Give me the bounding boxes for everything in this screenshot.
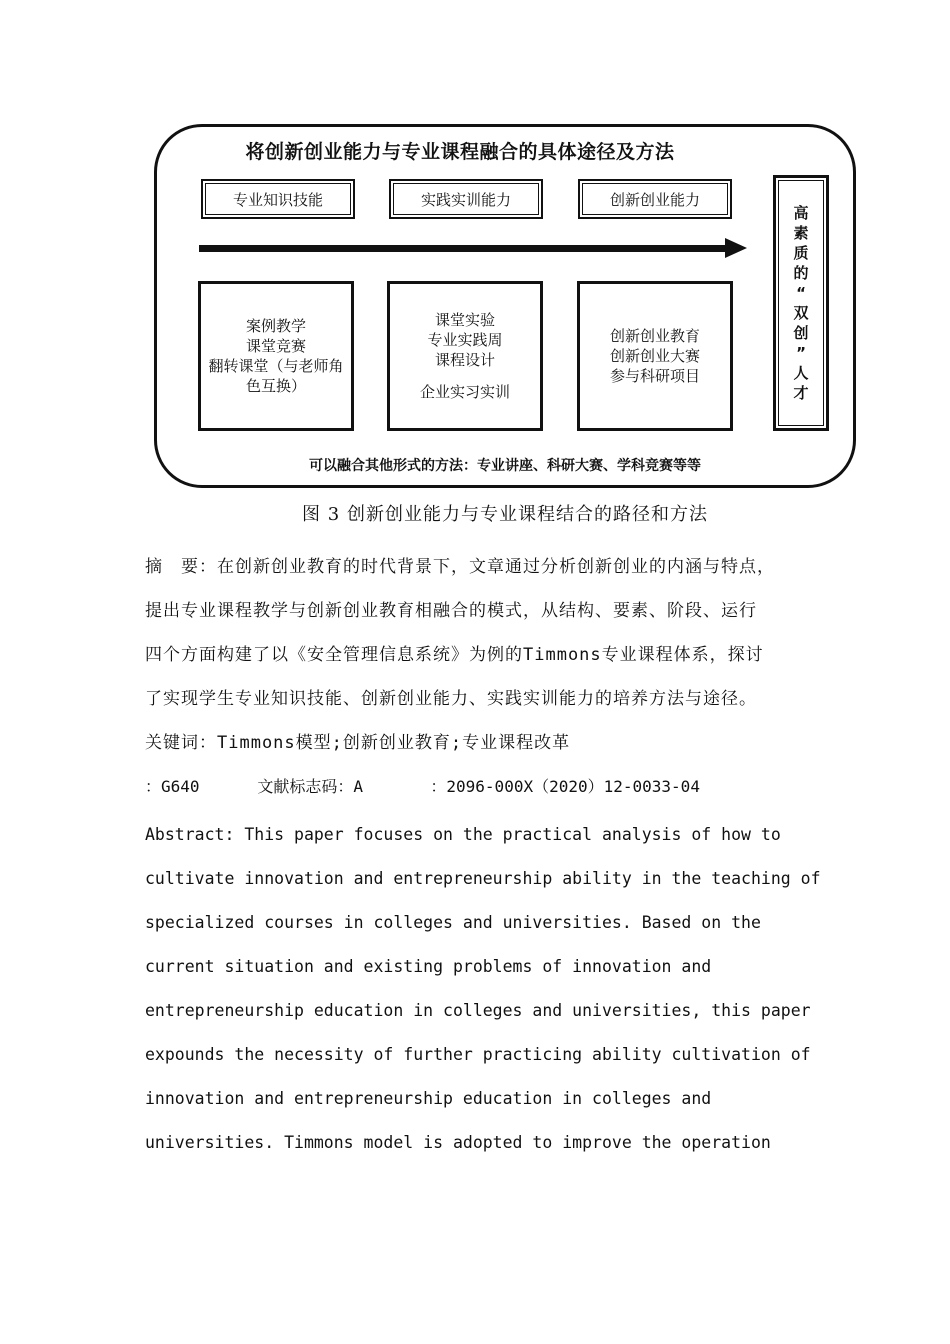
outcome-char: 人 <box>793 364 809 382</box>
method-box-innovation <box>577 281 733 431</box>
outcome-char: 的 <box>793 264 809 282</box>
outcome-char: 创 <box>793 324 809 342</box>
outcome-char: “ <box>796 284 806 302</box>
skill-box-professional: 专业知识技能 <box>201 179 355 219</box>
skill-box-practice: 实践实训能力 <box>389 179 543 219</box>
abstract-line: 了实现学生专业知识技能、创新创业能力、实践实训能力的培养方法与途径。 <box>145 689 757 709</box>
figure-title: 将创新创业能力与专业课程融合的具体途径及方法 <box>245 141 675 163</box>
outcome-char: 双 <box>793 304 809 322</box>
outcome-char: 高 <box>793 204 809 222</box>
method-line: 创新创业教育 <box>609 327 700 345</box>
outcome-char: 质 <box>793 244 809 262</box>
classification-line: ：G640 文献标志码：A ：2096-000X（2020）12-0033-04 <box>145 777 700 796</box>
abstract-line: cultivate innovation and entrepreneurship ability in the teaching of <box>145 869 821 888</box>
method-line: 课堂竞赛 <box>245 337 306 355</box>
method-line: 色互换） <box>245 377 306 395</box>
keywords: 关键词：Timmons模型;创新创业教育;专业课程改革 <box>145 733 571 753</box>
method-line: 案例教学 <box>245 317 306 335</box>
abstract-line: 摘 要：在创新创业教育的时代背景下，文章通过分析创新创业的内涵与特点， <box>145 557 775 577</box>
method-box-teaching <box>198 281 354 431</box>
skill-box-innovation: 创新创业能力 <box>578 179 732 219</box>
abstract-line: expounds the necessity of further practicing ability cultivation of <box>145 1045 811 1064</box>
method-line: 专业实践周 <box>427 331 503 349</box>
abstract-english <box>145 813 821 1165</box>
method-line: 创新创业大赛 <box>609 347 700 365</box>
progress-arrow-line <box>199 245 727 252</box>
figure-caption: 图 3 创新创业能力与专业课程结合的路径和方法 <box>302 504 708 525</box>
method-line: 翻转课堂（与老师角 <box>208 357 344 375</box>
method-line: 课程设计 <box>434 351 495 369</box>
abstract-line: universities. Timmons model is adopted to improve the operation <box>145 1133 771 1152</box>
abstract-line: current situation and existing problems of innovation and <box>145 957 712 976</box>
outcome-char: ” <box>796 344 806 362</box>
method-line: 企业实习实训 <box>419 383 510 401</box>
method-line: 课堂实验 <box>434 311 495 329</box>
abstract-chinese <box>145 545 815 809</box>
arrow-head-icon <box>725 238 747 258</box>
abstract-line: innovation and entrepreneurship education in colleges and <box>145 1089 712 1108</box>
method-line: 参与科研项目 <box>609 367 700 385</box>
abstract-line: 提出专业课程教学与创新创业教育相融合的模式，从结构、要素、阶段、运行 <box>145 601 757 621</box>
abstract-line: specialized courses in colleges and universities. Based on the <box>145 913 761 932</box>
pathway-figure <box>154 124 856 488</box>
method-box-practice <box>387 281 543 431</box>
figure-note: 可以融合其他形式的方法：专业讲座、科研大赛、学科竞赛等等 <box>309 458 701 474</box>
abstract-line: entrepreneurship education in colleges and universities, this paper <box>145 1001 811 1020</box>
abstract-line: Abstract: This paper focuses on the practical analysis of how to <box>145 825 781 844</box>
abstract-line: 四个方面构建了以《安全管理信息系统》为例的Timmons专业课程体系，探讨 <box>145 645 764 665</box>
outcome-char: 素 <box>793 224 809 242</box>
talent-outcome-box <box>773 175 829 431</box>
outcome-char: 才 <box>793 384 809 402</box>
